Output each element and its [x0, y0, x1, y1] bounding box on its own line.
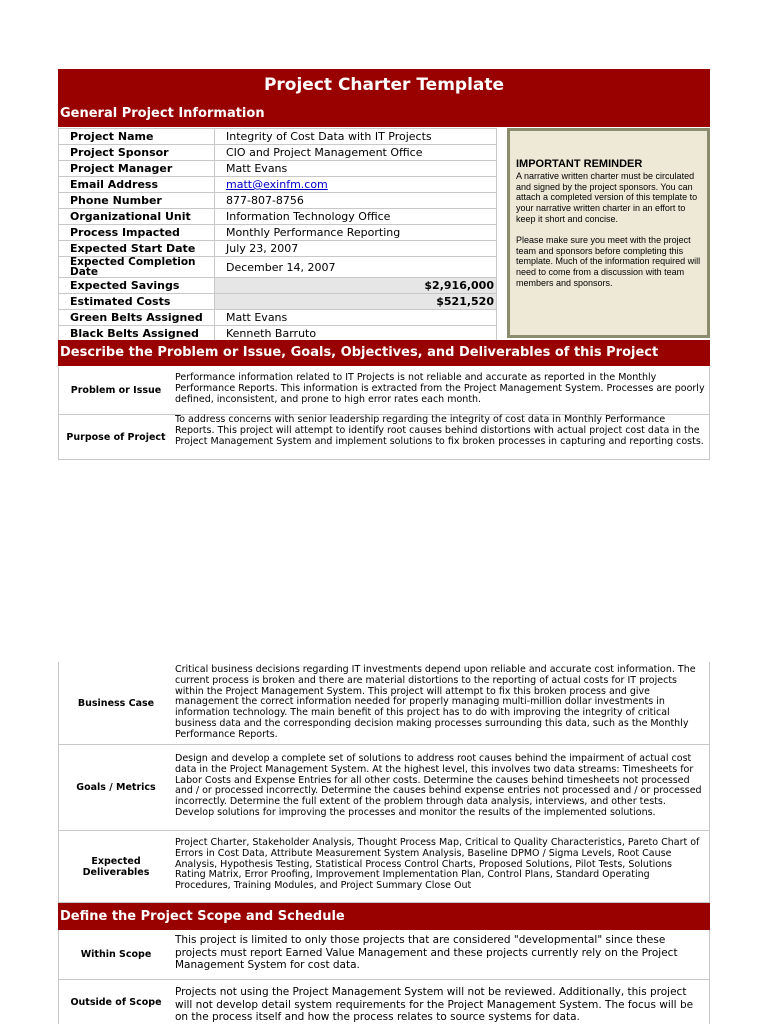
info-label: Black Belts Assigned [59, 326, 215, 342]
info-label: Process Impacted [59, 225, 215, 241]
row-text[interactable]: Project Charter, Stakeholder Analysis, Thought Process Map, Critical to Quality Characteristics, Pareto Chart of Errors in Cost Data, Attribute Measurement System Analysis, Baseline DPMO / Sigma Levels, Root Cause Analysis, Hypothesis Testing, Statistical Process Control Charts, Proposed Solutions, Pilot Tests, Solutions Rating Matrix, Error Proofing, Improvement Implementation Plan, Control Plans, Standard Operating Procedures, Training Modules, and Project Summary Close Out [175, 837, 700, 892]
info-row-process-impacted [59, 225, 497, 241]
info-value[interactable]: July 23, 2007 [215, 241, 497, 257]
within-scope-row [58, 930, 710, 980]
info-row-completion-date [59, 257, 497, 278]
problem-row [58, 367, 710, 415]
row-label: Outside of Scope [70, 996, 162, 1008]
row-text[interactable]: Design and develop a complete set of solutions to address root causes behind the impairment of actual cost data in the Project Management System. At the highest level, this involves two data streams: Timesheets for Labor Costs and Expense Entries for all other costs. Determine the causes behind timesheets not processed and / or processed incorrectly. Determine the causes behind expense entries not processed and / or processed incorrectly. Determine the full extent of the problem through data analysis, interviews, and other tests. Develop solutions for improving the processes and monitor the results of the implemented solutions. [175, 753, 702, 818]
important-reminder-box [507, 128, 710, 338]
info-value[interactable]: Integrity of Cost Data with IT Projects [215, 129, 497, 145]
business-case-row [58, 662, 710, 745]
row-text[interactable]: Critical business decisions regarding IT investments depend upon reliable and accurate cost information. The current process is broken and there are material distortions to the reporting of actual costs for IT projects within the Project Management System. This project will attempt to fix this broken process and give management the correct information needed for properly managing multi-million dollar investments in information technology. The main benefit of this project has to do with improving the integrity of critical business data and the corresponding decision making processes surrounding this data, such as the Monthly Performance Reports. [175, 664, 696, 740]
info-row-project-name [59, 129, 497, 145]
purpose-row [58, 415, 710, 460]
row-label: Problem or Issue [70, 385, 162, 396]
row-label: Purpose of Project [66, 431, 166, 443]
info-value[interactable]: CIO and Project Management Office [215, 145, 497, 161]
info-label: Expected Savings [59, 278, 215, 294]
info-value[interactable]: $521,520 [215, 294, 497, 310]
info-value[interactable]: December 14, 2007 [215, 257, 497, 278]
section-header-scope: Define the Project Scope and Schedule [58, 903, 710, 930]
deliverables-row [58, 831, 710, 903]
row-label: Goals / Metrics [76, 782, 156, 793]
info-label: Phone Number [59, 193, 215, 209]
info-row-project-sponsor [59, 145, 497, 161]
goals-metrics-row [58, 745, 710, 831]
info-value [215, 177, 497, 193]
outside-scope-row [58, 980, 710, 1024]
reminder-paragraph: A narrative written charter must be circulated and signed by the project sponsors. You can attach a completed version of this template to your narrative written charter in an effort to keep it short and concise. [516, 170, 698, 224]
row-text[interactable]: This project is limited to only those projects that are considered "developmental" since these projects must report Earned Value Management and these projects currently rely on the Project Management System for cost data. [175, 934, 678, 971]
info-row-estimated-costs [59, 294, 497, 310]
info-row-project-manager [59, 161, 497, 177]
row-text[interactable]: Projects not using the Project Management System will not be reviewed. Additionally, this project will not develop detail system requirements for the Project Management System. The focus will be on the process itself and how the process relates to source systems for data. [175, 986, 694, 1023]
info-value[interactable]: Kenneth Barruto [215, 326, 497, 342]
info-value[interactable]: Matt Evans [215, 161, 497, 177]
info-label: Estimated Costs [59, 294, 215, 310]
info-row-green-belts [59, 310, 497, 326]
info-row-start-date [59, 241, 497, 257]
row-label: Within Scope [80, 949, 152, 960]
info-label: Organizational Unit [59, 209, 215, 225]
info-row-email [59, 177, 497, 193]
info-label: Project Name [59, 129, 215, 145]
reminder-heading: IMPORTANT REMINDER [516, 158, 643, 170]
info-label: Expected Start Date [59, 241, 215, 257]
page-title: Project Charter Template [58, 69, 710, 101]
info-value[interactable]: Monthly Performance Reporting [215, 225, 497, 241]
row-label: Expected Deliverables [82, 855, 150, 878]
info-label: Project Manager [59, 161, 215, 177]
row-text[interactable]: Performance information related to IT Projects is not reliable and accurate as reported in the Monthly Performance Reports. This information is extracted from the Project Management System. Processes are poorly defined, inconsistent, and prone to high error rates each month. [175, 372, 705, 405]
info-value[interactable]: Information Technology Office [215, 209, 497, 225]
row-label: Business Case [77, 697, 155, 709]
section-header-general: General Project Information [58, 101, 710, 127]
info-value[interactable]: $2,916,000 [215, 278, 497, 294]
row-text[interactable]: To address concerns with senior leadership regarding the integrity of cost data in Monthly Performance Reports. This project will attempt to identify root causes behind distortions with actual project cost data in the Project Management System and implement solutions to fix broken processes in capturing and reporting costs. [175, 414, 704, 447]
info-value[interactable]: Matt Evans [215, 310, 497, 326]
info-row-expected-savings [59, 278, 497, 294]
email-link[interactable]: matt@exinfm.com [226, 178, 328, 191]
info-label: Email Address [59, 177, 215, 193]
general-info-table [58, 128, 497, 342]
reminder-paragraph: Please make sure you meet with the project team and sponsors before completing this template. Much of the information required will need to come from a discussion with team members and sponsors. [516, 234, 701, 288]
info-row-phone [59, 193, 497, 209]
info-label: Project Sponsor [59, 145, 215, 161]
info-label: Green Belts Assigned [59, 310, 215, 326]
section-header-problem: Describe the Problem or Issue, Goals, Objectives, and Deliverables of this Project [58, 340, 710, 366]
info-row-org-unit [59, 209, 497, 225]
info-value[interactable]: 877-807-8756 [215, 193, 497, 209]
info-label: Expected Completion Date [59, 257, 215, 278]
